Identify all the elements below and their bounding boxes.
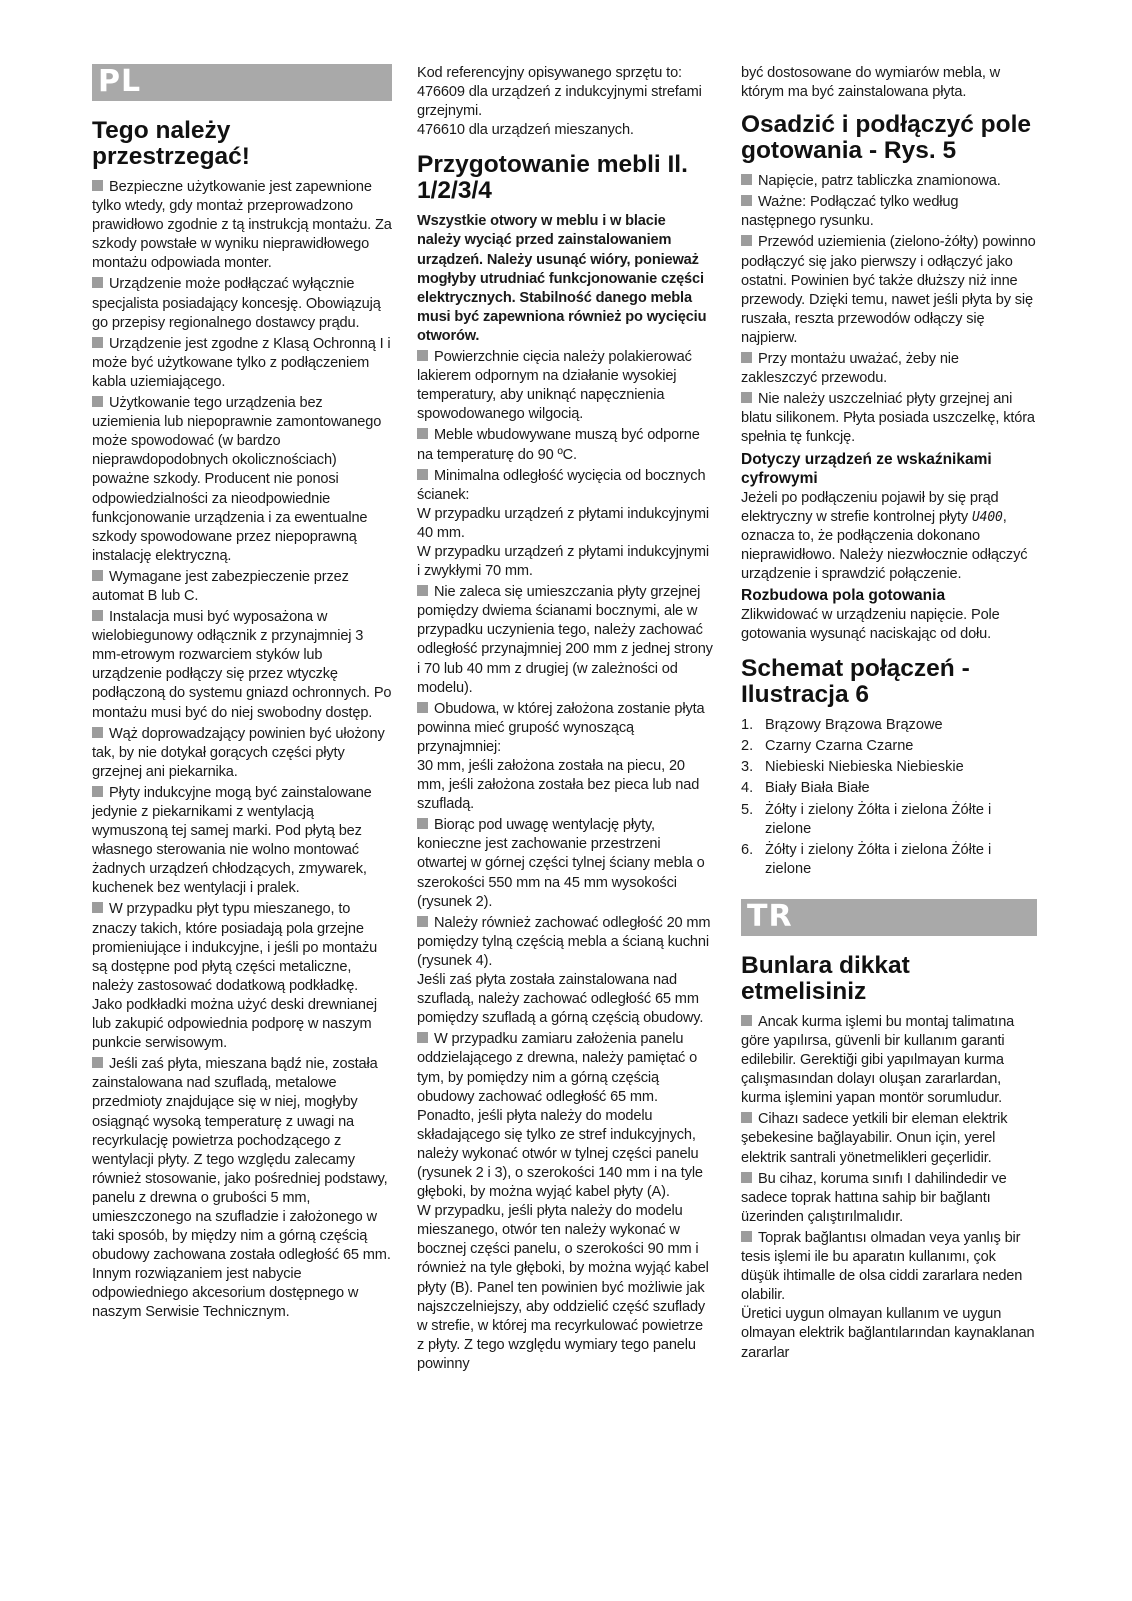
bullet-square-icon [741, 1231, 752, 1242]
wire-color-list [741, 716, 1037, 879]
paragraph: Zlikwidować w urządzeniu napięcie. Pole gotowania wysunąć naciskając od dołu. [741, 606, 1000, 643]
paragraph: W przypadku, jeśli płyta należy do modelu mieszanego, otwór ten należy wykonać w bocznej części panelu, o szerokości 90 mm i również na tyle głęboki, by można wyjąć kabel płyty (B). Panel ten powinien być możliwie jak najszczelniejszy, aby oddzielić część szuflady w strefie, w której ma recyrkulować powietrze z płyty. Z tego względu wymiary tego panelu powinny [417, 1203, 709, 1372]
display-code: U400 [971, 509, 1003, 525]
language-code: TR [747, 898, 793, 934]
bullet-paragraph: Wąż doprowadzający powinien być ułożony tak, by nie dotykał gorących części płyty grzejnej ani piekarnika. [92, 725, 385, 780]
bullet-square-icon [741, 352, 752, 363]
paragraph: Üretici uygun olmayan kullanım ve uygun olmayan elektrik bağlantılarından kaynaklanan zararlar [741, 1306, 1035, 1361]
paragraph: być dostosowane do wymiarów mebla, w którym ma być zainstalowana płyta. [741, 65, 1001, 101]
column-2 [417, 64, 713, 1374]
bullet-square-icon [92, 1057, 103, 1068]
bullet-paragraph: Instalacja musi być wyposażona w wielobiegunowy odłącznik z przynajmniej 3 mm-etrowym rozwarciem styków lub urządzenie podłączy się przez wtyczkę podłączoną do systemu gniazd ochronnych. Po montażu musi być do niej swobodny dostęp. [92, 609, 392, 721]
bullet-square-icon [417, 469, 428, 480]
bullet-square-icon [92, 610, 103, 621]
language-code: PL [98, 64, 142, 99]
bullet-square-icon [92, 180, 103, 191]
paragraph: 30 mm, jeśli założona została na piecu, 20 mm, jeśli założona została bez pieca lub nad szufladą. [417, 758, 700, 813]
bullet-paragraph: W przypadku płyt typu mieszanego, to znaczy takich, które posiadają pola grzejne promieniujące i indukcyjne, i jeśli po montażu są dostępne pod płytą części metaliczne, należy zastosować dodatkową podkładkę. Jako podkładki można użyć deski drewnianej lub zakupić odpowiednia podporę w naszym punkcie serwisowym. [92, 901, 378, 1052]
language-bar-pl [92, 64, 392, 101]
bullet-paragraph: Cihazı sadece yetkili bir eleman elektrik şebekesine bağlayabilir. Onun için, yerel elektrik santrali yönetmelikleri geçerlidir. [741, 1111, 1008, 1166]
bullet-paragraph: Obudowa, w której założona zostanie płyta powinna mieć grupość wynoszącą przynajmniej: [417, 700, 705, 755]
bullet-square-icon [741, 174, 752, 185]
bullet-square-icon [741, 235, 752, 246]
list-item: 2. Czarny Czarna Czarne [741, 738, 914, 755]
bullet-paragraph: Nie należy uszczelniać płyty grzejnej ani blatu silikonem. Płyta posiada uszczelkę, która spełnia tę funkcję. [741, 391, 1035, 446]
bullet-square-icon [417, 1032, 428, 1043]
paragraph: Jeżeli po podłączeniu pojawił by się prąd elektryczny w strefie kontrolnej płyty U400, oznacza to, że podłączenia dokonano nieprawidłowo. Należy niezwłocznie odłączyć urządzenie i sprawdzić połączenie. [741, 489, 1028, 582]
bullet-paragraph: Meble wbudowywane muszą być odporne na temperaturę do 90 ºC. [417, 427, 700, 463]
section-heading: Schemat połączeń - Ilustracja 6 [741, 655, 970, 709]
bullet-paragraph: Jeśli zaś płyta, mieszana bądź nie, została zainstalowana nad szufladą, metalowe przedmioty znajdujące się w niej, mogłyby osiągnąć wysoką temperaturę z uwagi na recyrkulację powietrza pochodzącego z wentylacji płyty. Z tego względu zalecamy również stosowanie, jako pośredniej podstawy, panelu z drewna o grubości 5 mm, umieszczonego na szufladzie i założonego w taki sposób, by między nim a górną częścią obudowy zachowana została odległość 65 mm. Innym rozwiązaniem jest nabycie odpowiedniego akcesorium dostępnego w naszym Serwisie Technicznym. [92, 1056, 391, 1321]
intro-line: Kod referencyjny opisywanego sprzętu to: [417, 65, 682, 81]
bullet-paragraph: Bezpieczne użytkowanie jest zapewnione tylko wtedy, gdy montaż przeprowadzono prawidłowo zgodnie z tą instrukcją montażu. Za szkody powstałe w wyniku nieprawidłowego montażu odpowiada monter. [92, 179, 392, 272]
bold-intro: Wszystkie otwory w meblu i w blacie należy wyciąć przed zainstalowaniem urządzeń. Należy usunąć wióry, ponieważ mogłyby utrudniać funkcjonowanie części elektrycznych. Stabilność danego mebla musi być zapewniona również po wycięciu otworów. [417, 213, 707, 344]
paragraph: Jeśli zaś płyta została zainstalowana nad szufladą, należy zachować odległość 65 mm pomiędzy szufladą a górną częścią obudowy. [417, 972, 704, 1027]
bullet-square-icon [417, 818, 428, 829]
bullet-paragraph: Nie zaleca się umieszczania płyty grzejnej pomiędzy dwiema ścianami bocznymi, ale w przypadku uczynienia tego, należy zachować odległość przynajmniej 200 mm z jednej strony i 70 lub 40 mm z drugiej (w zależności od modelu). [417, 584, 713, 696]
bullet-paragraph: W przypadku zamiaru założenia panelu oddzielającego z drewna, należy pamiętać o tym, by pomiędzy nim a górną częścią obudowy zachować odległość 65 mm. [417, 1031, 698, 1105]
column-3 [741, 64, 1037, 1363]
bullet-paragraph: Płyty indukcyjne mogą być zainstalowane jedynie z piekarnikami z wentylacją wymuszoną tej samej marki. Pod płytą bez własnego sterowania nie wolno montować żadnych urządzeń chłodzących, zmywarek, kuchenek bez wentylacji i pralek. [92, 784, 372, 897]
list-item: 1. Brązowy Brązowa Brązowe [741, 717, 943, 734]
bullet-paragraph: Ważne: Podłączać tylko według następnego rysunku. [741, 194, 959, 230]
bullet-square-icon [741, 392, 752, 403]
bullet-square-icon [92, 727, 103, 738]
paragraph: W przypadku urządzeń z płytami indukcyjnymi 40 mm. [417, 505, 710, 541]
list-item: 4. Biały Biała Białe [741, 780, 870, 797]
column-1 [92, 64, 392, 1325]
bullet-paragraph: Bu cihaz, koruma sınıfı I dahilindedir ve sadece toprak hattına sahip bir bağlantı üzerinden çalıştırılmalıdır. [741, 1170, 1007, 1225]
bullet-square-icon [417, 585, 428, 596]
bullet-paragraph: Przewód uziemienia (zielono-żółty) powinno podłączyć się jako pierwszy i odłączyć jako ostatni. Powinien być także dłuższy niż inne przewody. Dzięki temu, nawet jeśli płyta by się ruszała, reszta przewodów odłączy się najpierw. [741, 234, 1036, 346]
sub-heading: Dotyczy urządzeń ze wskaźnikami cyfrowymi [741, 450, 992, 487]
bullet-paragraph: Użytkowanie tego urządzenia bez uziemienia lub niepoprawnie zamontowanego może spowodować (w bardzo nieprawdopodobnych okolicznościach) poważne szkody. Producent nie ponosi odpowiedzialności za nieodpowiednie funkcjonowanie urządzenia i za ewentualne szkody spowodowane przez niepoprawną instalację elektryczną. [92, 395, 382, 564]
sub-heading: Rozbudowa pola gotowania [741, 586, 946, 604]
bullet-paragraph: Przy montażu uważać, żeby nie zakleszczyć przewodu. [741, 351, 959, 387]
bullet-square-icon [92, 396, 103, 407]
section-heading: Tego należy przestrzegać! [92, 117, 250, 170]
bullet-square-icon [417, 916, 428, 927]
list-item: 5. Żółty i zielony Żółta i zielona Żółte i zielone [741, 801, 992, 837]
bullet-paragraph: Napięcie, patrz tabliczka znamionowa. [741, 172, 1037, 191]
bullet-paragraph: Ancak kurma işlemi bu montaj talimatına göre yapılırsa, güvenli bir kullanım garanti edilebilir. Gerektiği gibi yapılmayan kurma çalışmasından dolayı oluşan zararlardan, kurma işlemini yapan montör sorumludur. [741, 1013, 1015, 1107]
bullet-square-icon [92, 786, 103, 797]
bullet-square-icon [417, 428, 428, 439]
bullet-paragraph: Urządzenie jest zgodne z Klasą Ochronną I i może być użytkowane tylko z podłączeniem kabla uziemiającego. [92, 335, 391, 390]
bullet-square-icon [741, 1112, 752, 1123]
bullet-square-icon [741, 1172, 752, 1183]
paragraph: Ponadto, jeśli płyta należy do modelu składającego się tylko ze stref indukcyjnych, należy wykonać otwór w tylnej części panelu (rysunek 2 i 3), o szerokości 140 mm i na tyle głęboki, by można wyjąć kabel płyty (A). [417, 1107, 703, 1201]
list-item: 3. Niebieski Niebieska Niebieskie [741, 759, 964, 776]
bullet-paragraph: Powierzchnie cięcia należy polakierować lakierem odpornym na działanie wysokiej temperatury, aby uniknąć napęcznienia spowodowanego wilgocią. [417, 349, 692, 423]
bullet-paragraph: Toprak bağlantısı olmadan veya yanlış bir tesis işlemi ile bu aparatın kullanımı, çok düşük ihtimalle de olsa ciddi zararlara neden olabilir. [741, 1229, 1023, 1304]
intro-line: 476610 dla urządzeń mieszanych. [417, 122, 634, 139]
section-heading: Bunlara dikkat etmelisiniz [741, 951, 910, 1005]
bullet-square-icon [92, 570, 103, 581]
language-bar-tr [741, 899, 1037, 936]
list-item: 6. Żółty i zielony Żółta i zielona Żółte i zielone [741, 841, 992, 877]
bullet-square-icon [741, 195, 752, 206]
bullet-square-icon [92, 902, 103, 913]
bullet-square-icon [417, 702, 428, 713]
bullet-paragraph: Minimalna odległość wycięcia od bocznych ścianek: [417, 467, 706, 503]
section-heading: Przygotowanie mebli Il. 1/2/3/4 [417, 151, 688, 205]
paragraph: W przypadku urządzeń z płytami indukcyjnymi i zwykłymi 70 mm. [417, 543, 710, 580]
bullet-square-icon [741, 1015, 752, 1026]
bullet-paragraph: Biorąc pod uwagę wentylację płyty, konieczne jest zachowanie przestrzeni otwartej w górnej części tylnej ściany mebla o szerokości 550 mm na 45 mm wysokości (rysunek 2). [417, 817, 705, 910]
bullet-square-icon [92, 277, 103, 288]
bullet-paragraph: Urządzenie może podłączać wyłącznie specjalista posiadający koncesję. Obowiązują go przepisy regionalnego dostawcy prądu. [92, 276, 381, 331]
bullet-square-icon [92, 337, 103, 348]
bullet-paragraph: Należy również zachować odległość 20 mm pomiędzy tylną częścią mebla a ścianą kuchni (rysunek 4). [417, 914, 711, 969]
bullet-paragraph: Wymagane jest zabezpieczenie przez automat B lub C. [92, 568, 349, 604]
intro-line: 476609 dla urządzeń z indukcyjnymi strefami grzejnymi. [417, 84, 702, 120]
section-heading: Osadzić i podłączyć pole gotowania - Rys. 5 [741, 111, 1032, 165]
bullet-square-icon [417, 350, 428, 361]
